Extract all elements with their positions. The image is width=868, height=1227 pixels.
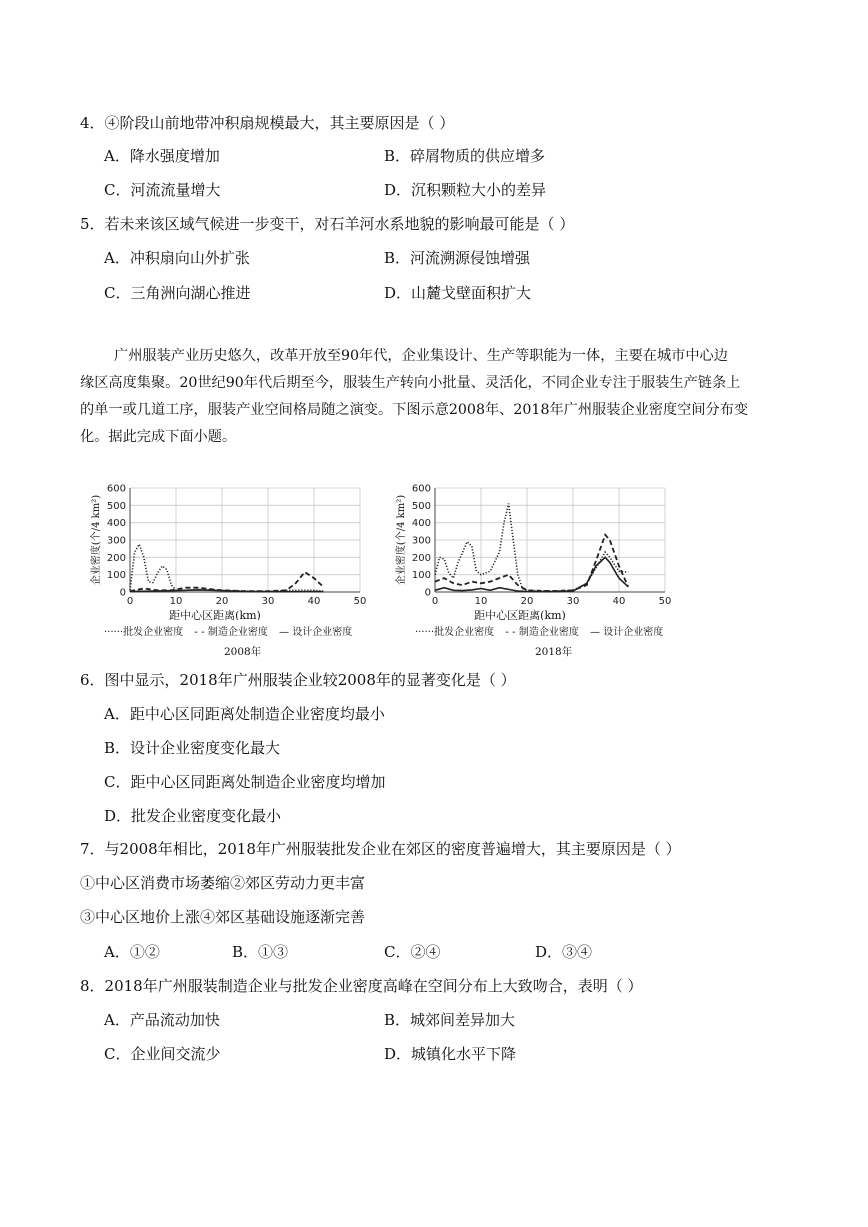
legend-2008 xyxy=(104,627,352,639)
q7-option-d: D．③④ xyxy=(535,943,593,961)
x-tick-label: 30 xyxy=(566,596,580,607)
y-tick-label: 100 xyxy=(106,570,126,582)
x-tick-label: 50 xyxy=(658,596,672,607)
q6-option-d: D．批发企业密度变化最小 xyxy=(104,807,282,825)
x-tick-label: 50 xyxy=(353,596,367,607)
y-tick-label: 200 xyxy=(411,552,431,564)
x-tick-label: 0 xyxy=(431,596,439,607)
passage xyxy=(106,343,766,370)
y-tick-label: 0 xyxy=(119,587,126,599)
q4-option-b: B．碎屑物质的供应增多 xyxy=(384,147,546,165)
legend-manufacturing: 制造企业密度 xyxy=(518,627,579,638)
passage-body xyxy=(80,370,770,451)
q4-option-c: C．河流流量增大 xyxy=(104,181,221,199)
chart-title-2018: 2018年 xyxy=(535,646,573,658)
q8-stem: 8．2018年广州服装制造企业与批发企业密度高峰在空间分布上大致吻合，表明（ ） xyxy=(80,977,643,995)
q6-stem: 6．图中显示，2018年广州服装企业较2008年的显著变化是（ ） xyxy=(80,671,516,689)
y-tick-label: 200 xyxy=(106,552,126,564)
legend-manufacturing: 制造企业密度 xyxy=(207,627,268,638)
q7-statement-1: ①中心区消费市场萎缩②郊区劳动力更丰富 xyxy=(80,874,366,892)
q4-stem: 4．④阶段山前地带冲积扇规模最大，其主要原因是（ ） xyxy=(80,114,455,132)
q8-option-d: D．城镇化水平下降 xyxy=(384,1045,517,1063)
x-tick-label: 10 xyxy=(169,596,183,607)
y-tick-label: 600 xyxy=(106,483,126,495)
q6-option-b: B．设计企业密度变化最大 xyxy=(104,739,281,757)
legend-solid-swatch: — xyxy=(279,627,290,638)
q7-option-a: A．①② xyxy=(104,943,160,961)
series-design-line xyxy=(130,590,323,592)
legend-design: 设计企业密度 xyxy=(603,627,664,638)
q6-option-c: C．距中心区同距离处制造企业密度均增加 xyxy=(104,773,386,791)
y-axis-label: 企业密度(个/4 km²) xyxy=(91,494,102,586)
q7-option-c: C．②④ xyxy=(384,943,441,961)
x-tick-label: 40 xyxy=(612,596,626,607)
x-tick-label: 0 xyxy=(126,596,134,607)
legend-dotted-swatch: ······ xyxy=(104,627,124,638)
x-tick-label: 30 xyxy=(261,596,275,607)
q5-option-c: C．三角洲向湖心推进 xyxy=(104,284,251,302)
legend-solid-swatch: — xyxy=(590,627,601,638)
x-axis-label: 距中心区距离(km) xyxy=(474,609,566,620)
x-tick-label: 10 xyxy=(474,596,488,607)
y-tick-label: 300 xyxy=(411,535,431,547)
q6-option-a: A．距中心区同距离处制造企业密度均最小 xyxy=(104,705,385,723)
q7-stem: 7．与2008年相比，2018年广州服装批发企业在郊区的密度普遍增大，其主要原因是（ ） xyxy=(80,840,681,858)
q5-option-b: B．河流溯源侵蚀增强 xyxy=(384,249,531,267)
q7-statement-2: ③中心区地价上涨④郊区基础设施逐渐完善 xyxy=(80,908,366,926)
y-tick-label: 0 xyxy=(424,587,431,599)
y-tick-label: 500 xyxy=(411,500,431,512)
legend-wholesale: 批发企业密度 xyxy=(434,627,495,638)
q8-option-b: B．城郊间差异加大 xyxy=(384,1011,516,1029)
y-tick-label: 500 xyxy=(106,500,126,512)
q4-option-d: D．沉积颗粒大小的差异 xyxy=(384,181,547,199)
legend-design: 设计企业密度 xyxy=(292,627,353,638)
y-tick-label: 400 xyxy=(106,518,126,530)
legend-dashed-swatch: - - xyxy=(505,627,516,638)
chart-2008-svg xyxy=(85,480,385,620)
q5-option-d: D．山麓戈壁面积扩大 xyxy=(384,284,532,302)
q5-stem: 5．若未来该区域气候进一步变干，对石羊河水系地貌的影响最可能是（ ） xyxy=(80,215,575,233)
x-axis-label: 距中心区距离(km) xyxy=(169,609,261,620)
chart-2018-svg xyxy=(390,480,690,620)
series-wholesale-line xyxy=(435,504,628,591)
q4-option-a: A．降水强度增加 xyxy=(104,147,220,165)
passage-line-4: 化。据此完成下面小题。 xyxy=(80,429,237,445)
y-tick-label: 400 xyxy=(411,518,431,530)
y-tick-label: 600 xyxy=(411,483,431,495)
x-tick-label: 40 xyxy=(307,596,321,607)
q8-option-c: C．企业间交流少 xyxy=(104,1045,221,1063)
chart-title-2008: 2008年 xyxy=(224,646,262,658)
legend-wholesale: 批发企业密度 xyxy=(123,627,184,638)
passage-line-2: 缘区高度集聚。20世纪90年代后期至今，服装生产转向小批量、灵活化，不同企业专注于服装生产链条上 xyxy=(80,375,741,391)
legend-2018 xyxy=(415,627,663,639)
chart-2008 xyxy=(85,480,385,620)
series-wholesale-line xyxy=(130,544,323,591)
legend-dotted-swatch: ······ xyxy=(415,627,435,638)
x-tick-label: 20 xyxy=(520,596,534,607)
x-tick-label: 20 xyxy=(215,596,229,607)
y-tick-label: 100 xyxy=(411,570,431,582)
q8-option-a: A．产品流动加快 xyxy=(104,1011,220,1029)
legend-dashed-swatch: - - xyxy=(194,627,205,638)
q5-option-a: A．冲积扇向山外扩张 xyxy=(104,249,250,267)
y-tick-label: 300 xyxy=(106,535,126,547)
q7-option-b: B．①③ xyxy=(232,943,289,961)
chart-2018 xyxy=(390,480,690,620)
passage-line-3: 的单一或几道工序，服装产业空间格局随之演变。下图示意2008年、2018年广州服装企业密度空间分布变 xyxy=(80,402,749,418)
y-axis-label: 企业密度(个/4 km²) xyxy=(396,494,407,586)
passage-line-1: 广州服装产业历史悠久，改革开放至90年代，企业集设计、生产等职能为一体，主要在城市中心边 xyxy=(114,348,728,364)
